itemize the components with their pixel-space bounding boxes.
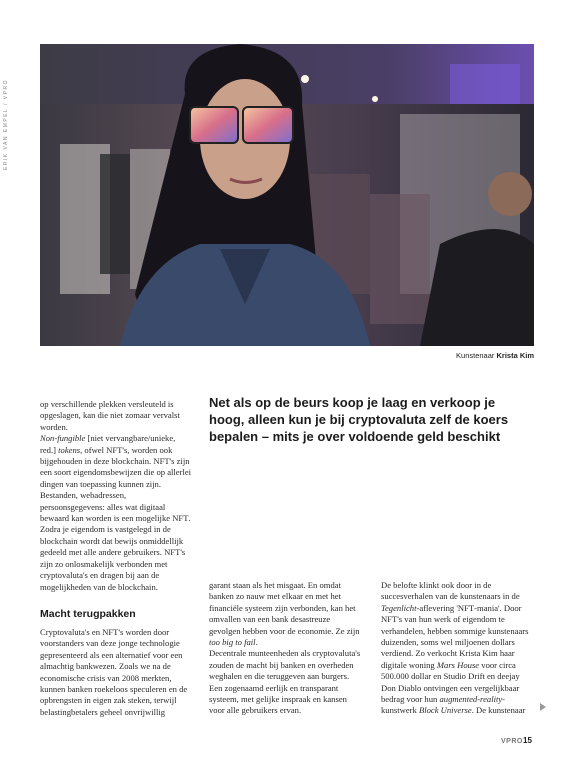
abbr-nft: NFT xyxy=(102,627,119,637)
page-number: 15 xyxy=(523,736,532,745)
abbr-nft: NFT xyxy=(457,602,475,613)
text: . De kunstenaar xyxy=(471,705,526,716)
caption-prefix: Kunstenaar xyxy=(456,351,495,360)
abbr-nft: NFT xyxy=(381,614,398,625)
text: garant staan als het misgaat. En omdat banken zo nauw met elkaar en met het financiële systeem zijn verbonden, kan het omvallen van een bank desastreuze gevolgen hebben voor de economie. Ze zijn xyxy=(209,580,360,636)
text: . xyxy=(255,637,258,648)
text: 's zijn zo onlosmakelijk verbonden met cryptovaluta's en dragen bij aan de mogelijkheden van de blockchain. xyxy=(40,547,186,592)
paragraph xyxy=(40,627,192,718)
abbr-nft: NFT xyxy=(172,513,189,524)
body-column-1-lower xyxy=(40,627,192,718)
section-subheading: Macht terugpakken xyxy=(40,608,136,620)
portrait-illustration xyxy=(40,44,534,346)
italic-text: Block Universe xyxy=(418,705,472,716)
pull-quote: Net als op de beurs koop je laag en verkoop je hoog, alleen kun je bij cryptovaluta zelf de koers bepalen – mits je over voldoende geld beschikt xyxy=(209,395,509,445)
text: 's van hun werk of eigendom te verhandelen, hebben sommige kunstenaars duizenden, soms wel miljoenen dollars verdiend. Zo verkocht Krista Kim haar digitale woning xyxy=(381,614,529,670)
text: voor circa 500.000 dollar en Studio Drift en deejay Don Diablo ontvingen een vergelijkbaar bedrag voor hun xyxy=(381,659,520,705)
body-column-2 xyxy=(209,580,362,717)
text: Cryptovaluta's en xyxy=(40,627,101,637)
text: -mania'. Door xyxy=(474,602,522,613)
abbr-nft: NFT xyxy=(106,444,123,455)
italic-text: augmented-reality xyxy=(439,694,503,705)
photo-credit: ERIK VAN EMPEL / VPRO xyxy=(3,79,9,170)
publication-logo: VPRO xyxy=(501,738,523,745)
italic-text: too big to fail xyxy=(209,637,256,648)
text: 's zijn een soort eigendomsbewijzen die op allerlei dingen van toepassing kunnen zijn. Bestanden, webadressen, persoonsgegevens: alles wat digitaal bewaard kan worden is een mogelijke xyxy=(40,456,192,524)
text: De belofte klinkt ook door in de succesverhalen van de kunstenaars in de xyxy=(381,580,520,602)
italic-text: Non-fungible xyxy=(40,433,86,444)
paragraph xyxy=(40,399,192,593)
abbr-nft: NFT xyxy=(153,456,170,467)
text: , ofwel xyxy=(80,444,104,455)
caption-name: Krista Kim xyxy=(496,351,534,360)
continue-arrow-icon xyxy=(540,703,546,711)
text: Decentrale munteenheden als cryptovaluta's zouden de macht bij banken en overheden weghalen en die teruggeven aan burgers. Een zogenaamd eerlijk en transparant systeem, met gelijke inspraak en kansen voor alle gebruikers ervan. xyxy=(209,648,361,716)
italic-text: tokens xyxy=(58,444,81,455)
hero-photo xyxy=(40,44,534,346)
abbr-nft: NFT xyxy=(164,547,181,558)
text: 's, worden ook bijgehouden in deze blockchain. xyxy=(40,444,173,467)
text: op verschillende plekken versleuteld is opgeslagen, kan die niet zomaar vervalst worden. xyxy=(40,399,180,432)
paragraph xyxy=(209,580,362,717)
photo-caption xyxy=(456,351,534,360)
italic-text: Mars House xyxy=(436,659,480,670)
body-column-3 xyxy=(381,580,533,717)
body-column-1 xyxy=(40,399,192,593)
text: . Zodra je eigendom is vastgelegd in de blockchain wordt dat bewijs onmiddellijk gedeeld met alle andere gebruikers. xyxy=(40,513,191,558)
text: -kunstwerk xyxy=(381,694,506,716)
text: -aflevering ' xyxy=(416,602,458,613)
text: [niet vervangbare/unieke, red.] xyxy=(40,433,176,455)
paragraph xyxy=(381,580,533,717)
text: 's worden door voorstanders van deze jonge technologie gepresenteerd als een alternatief voor een almachtig bankwezen. Zoals we na de economische crisis van 2008 merkten, kunnen banken roekeloos speculeren en de opbrengsten in eigen zak steken, terwijl belastingbetalers geheel onvrijwillig xyxy=(40,627,188,717)
italic-text: Tegenlicht xyxy=(381,602,417,613)
